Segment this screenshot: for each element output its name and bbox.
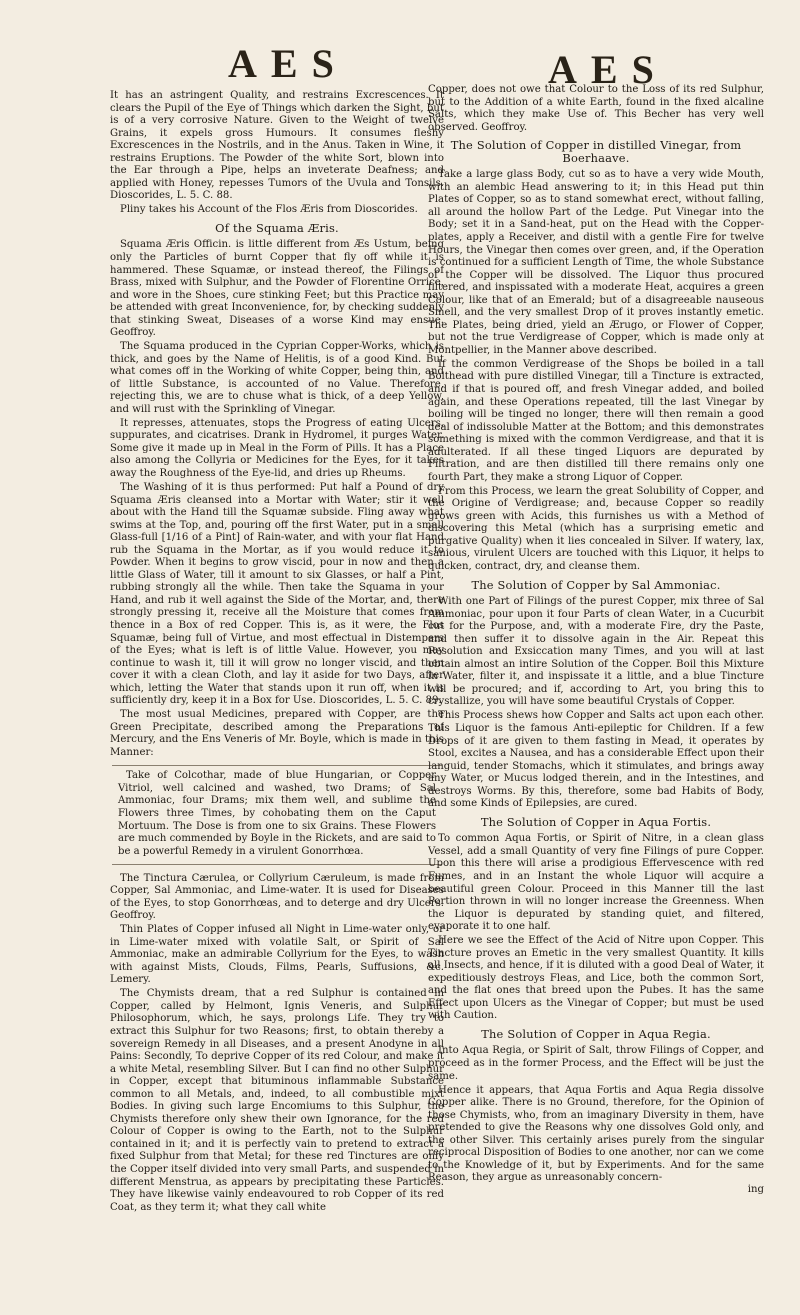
paragraph: It has an astringent Quality, and restrains Excrescences. It clears the Pupil of the Eye of Things which darken the Sight, but is of a very corrosive Nature. Given to the Weight of twelve Grains, it expels gross Humours. It consumes fleshy Excrescences in the Nostrils, and in the Anus. Taken in Wine, it restrains Eruptions. The Powder of the white Sort, blown into the Ear through a Pipe, helps an inveterate Deafness; and applied with Honey, repesses Tumors of the Uvula and Tonsils. Dioscorides, L. 5. C. 88.: [110, 90, 444, 202]
running-head-left: AES: [228, 41, 348, 86]
paragraph: The most usual Medicines, prepared with Copper, are the Green Precipitate, described among the Preparations of Mercury, and the Ens Veneris of Mr. Boyle, which is made in this Manner:: [110, 709, 444, 758]
right-column: [428, 84, 764, 1306]
paragraph: From this Process, we learn the great Solubility of Copper, and the Origine of Verdigrease; and, because Copper so readily grows green with Acids, this furnishes us with a Method of discovering this Metal (which has a surprising emetic and purgative Quality) when it lies concealed in Silver. If watery, lax, sanious, virulent Ulcers are touched with this Liquor, it helps to quicken, contract, dry, and cleanse them.: [428, 485, 764, 573]
left-column: [110, 90, 444, 1305]
paragraph: Pliny takes his Account of the Flos Æris from Dioscorides.: [120, 204, 418, 216]
paragraph: Thin Plates of Copper infused all Night in Lime-water only, or in Lime-water mixed with volatile Salt, or Spirit of Sal Ammoniac, make an admirable Collyrium for the Eyes, to wash with against Mists, Clouds, Films, Pearls, Suffusions, &c. Lemery.: [110, 924, 444, 986]
catchword: ing: [747, 1184, 764, 1196]
paragraph: With one Part of Filings of the purest Copper, mix three of Sal Ammoniac, pour upon it four Parts of clean Water, in a Cucurbit cut for the Purpose, and, with a moderate Fire, dry the Paste, and then suffer it to dissolve again in the Air. Repeat this Resolution and Exsiccation many Times, and you will at last obtain almost an intire Solution of the Copper. Boil this Mixture in Water, filter it, and inspissate it a little, and a blue Tincture will be procured; and if, according to Art, you bring this to crystallize, you will have some beautiful Crystals of Copper.: [428, 596, 764, 708]
paragraph: Here we see the Effect of the Acid of Nitre upon Copper. This Tincture proves an Emetic in the very smallest Quantity. It kills all Insects, and hence, if it is diluted with a good Deal of Water, it expeditiously destroys Fleas, and Lice, both the common Sort, and the flat ones that breed upon the Pubes. It has the same Effect upon Ulcers as the Vinegar of Copper; but must be used with Caution.: [428, 935, 764, 1022]
paragraph: Squama Æris Officin. is little different from Æs Ustum, being only the Particles of burnt Copper that fly off while it is hammered. These Squamæ, or instead thereof, the Filings of Brass, mixed with Sulphur, and the Powder of Florentine Orrice, and wore in the Shoes, cure stinking Feet; but this Practice may be attended with great Inconvenience, for, by checking suddenly that stinking Sweat, Diseases of a worse Kind may ensue. Geoffroy.: [110, 239, 444, 339]
section-heading-fortis: The Solution of Copper in Aqua Fortis.: [480, 814, 712, 829]
section-heading-vinegar: The Solution of Copper in distilled Vinegar, from Boerhaave.: [450, 138, 742, 165]
paragraph: Hence it appears, that Aqua Fortis and Aqua Regia dissolve Copper alike. There is no Ground, therefore, for the Opinion of those Chymists, who, from an imaginary Diversity in them, have pretended to give the Reasons why one dissolves Gold only, and the other Silver. This certainly arises purely from the singular reciprocal Disposition of Bodies to one another, nor can we come to the Knowledge of it, but by Experiments. And for the same Reason, they argue as unreasonably concern-: [428, 1084, 764, 1184]
section-heading-ammoniac: The Solution of Copper by Sal Ammoniac.: [471, 577, 721, 592]
section-heading-squama: Of the Squama Æris.: [215, 220, 339, 235]
paragraph: The Squama produced in the Cyprian Copper-Works, which is thick, and goes by the Name of Helitis, is of a good Kind. But what comes off in the Working of white Copper, being thin, and of little Substance, is accounted of no Value. Therefore, rejecting this, we are to chuse what is thick, of a deep Yellow, and will rust with the Sprinkling of Vinegar.: [110, 341, 444, 415]
section-heading-regia: The Solution of Copper in Aqua Regia.: [481, 1026, 711, 1041]
paragraph: The Tinctura Cærulea, or Collyrium Cæruleum, is made from Copper, Sal Ammoniac, and Lime-water. It is used for Diseases of the Eyes, to stop Gonorrhœas, and to deterge and dry Ulcers. Geoffroy.: [110, 872, 444, 922]
recipe-text: Take of Colcothar, made of blue Hungarian, or Copper Vitriol, well calcined and washed, two Drams; of Sal Ammoniac, four Drams; mix them well, and sublime the Flowers three Times, by cohobating them on the Caput Mortuum. The Dose is from one to six Grains. These Flowers are much commended by Boyle in the Rickets, and are said to be a powerful Remedy in a virulent Gonorrhœa.: [118, 770, 436, 857]
running-head-right: AES: [548, 47, 668, 92]
paragraph: This Process shews how Copper and Salts act upon each other. This Liquor is the famous Anti-epileptic for Children. If a few Drops of it are given to them fasting in Mead, it operates by Stool, excites a Nausea, and has a considerable Effect upon their languid, tender Stomachs, which it stimulates, and brings away any Water, or Mucus lodged therein, and in the Intestines, and destroys Worms. By this, therefore, some bad Habits of Body, and some Kinds of Epilepsies, are cured.: [428, 710, 764, 810]
paragraph: Take a large glass Body, cut so as to have a very wide Mouth, with an alembic Head answering to it; in this Head put thin Plates of Copper, so as to stand somewhat erect, without falling, all around the hollow Part of the Ledge. Put Vinegar into the Body; set it in a Sand-heat, put on the Head with the Copper-plates, apply a Receiver, and distil with a gentle Fire for twelve Hours, the Vinegar then comes over green, and, if the Operation is continued for a sufficient Length of Time, the whole Substance of the Copper will be dissolved. The Liquor thus procured filtered, and inspissated with a moderate Heat, acquires a green Colour, like that of an Emerald; but of a disagreeable nauseous Smell, and the very smallest Drop of it proves instantly emetic. The Plates, being dried, yield an Ærugo, or Flower of Copper, but not the true Verdigrease of Copper, which is made only at Montpellier, in the Manner above described.: [428, 169, 764, 356]
paragraph: The Chymists dream, that a red Sulphur is contained in Copper, called by Helmont, Ignis Veneris, and Sulphur Philosophorum, which, he says, prolongs Life. They try to extract this Sulphur for two Reasons; first, to obtain thereby a sovereign Remedy in all Diseases, and a present Anodyne in all Pains: Secondly, To deprive Copper of its red Colour, and make it a white Metal, resembling Silver. But I can find no other Sulphur in Copper, except that bituminous inflammable Substance common to all Metals, and, indeed, to all combustible mixt Bodies. In giving such large Encomiums to this Sulphur, the Chymists therefore only shew their own Ignorance, for the red Colour of Copper is owing to the Earth, not to the Sulphur contained in it; and it is perfectly vain to pretend to extract a fixed Sulphur from that Metal; for these red Tinctures are only the Copper itself divided into very small Parts, and suspended in different Menstrua, as appears by precipitating these Particles. They have likewise vainly endeavoured to rob Copper of its red Coat, as they term it; what they call white: [110, 988, 444, 1213]
paragraph: Copper, does not owe that Colour to the Loss of its red Sulphur, but to the Addition of a white Earth, found in the fixed alcaline Salts, which they make Use of. This Becher has very well observed. Geoffroy.: [428, 84, 764, 133]
recipe-box: [112, 765, 442, 864]
paragraph: To common Aqua Fortis, or Spirit of Nitre, in a clean glass Vessel, add a small Quantity of very fine Filings of pure Copper. Upon this there will arise a prodigious Effervescence with red Fumes, and in an Instant the whole Liquor will acquire a beautiful green Colour. Proceed in this Manner till the last Portion thrown in will no longer increase the Greenness. When the Liquor is depurated by standing quiet, and filtered, evaporate it to one half.: [428, 833, 764, 933]
paragraph: The Washing of it is thus performed: Put half a Pound of dry Squama Æris cleansed into a Mortar with Water; stir it well about with the Hand till the Squamæ subside. Fling away what swims at the Top, and, pouring off the first Water, put in a small Glass-full [1/16 of a Pint] of Rain-water, and with your flat Hand rub the Squama in the Mortar, as if you would reduce it to Powder. When it begins to grow viscid, pour in now and then a little Glass of Water, till it amount to six Glasses, or half a Pint, rubbing strongly all the while. Then take the Squama in your Hand, and rub it well against the Side of the Mortar, and, there strongly pressing it, receive all the Moisture that comes from thence in a Box of red Copper. This is, as it were, the Flos Squamæ, being full of Virtue, and most effectual in Distempers of the Eyes; what is left is of little Value. However, you may continue to wash it, till it will grow no longer viscid, and then cover it with a clean Cloth, and lay it aside for two Days, after which, letting the Water that stands upon it run off, when it is sufficiently dry, keep it in a Box for Use. Dioscorides, L. 5. C. 89.: [110, 481, 444, 707]
paragraph: Into Aqua Regia, or Spirit of Salt, throw Filings of Copper, and proceed as in the former Process, and the Effect will be just the same.: [428, 1045, 764, 1082]
paragraph: It represses, attenuates, stops the Progress of eating Ulcers, suppurates, and cicatrises. Drank in Hydromel, it purges Water. Some give it made up in Meal in the Form of Pills. It has a Place also among the Collyria or Medicines for the Eyes, for it takes away the Roughness of the Eye-lid, and dries up Rheums.: [110, 417, 444, 480]
paragraph: If the common Verdigrease of the Shops be boiled in a tall Bolthead with pure distilled Vinegar, till a Tincture is extracted, and if that is poured off, and fresh Vinegar added, and boiled again, and these Operations repeated, till the last Vinegar by boiling will be tinged no longer, there will then remain a good deal of indissoluble Matter at the Bottom; and this demonstrates something is mixed with the common Verdigrease, and that it is adulterated. If all these tinged Liquors are depurated by Filtration, and are then distilled till there remains only one fourth Part, they make a strong Liquor of Copper.: [428, 358, 764, 483]
